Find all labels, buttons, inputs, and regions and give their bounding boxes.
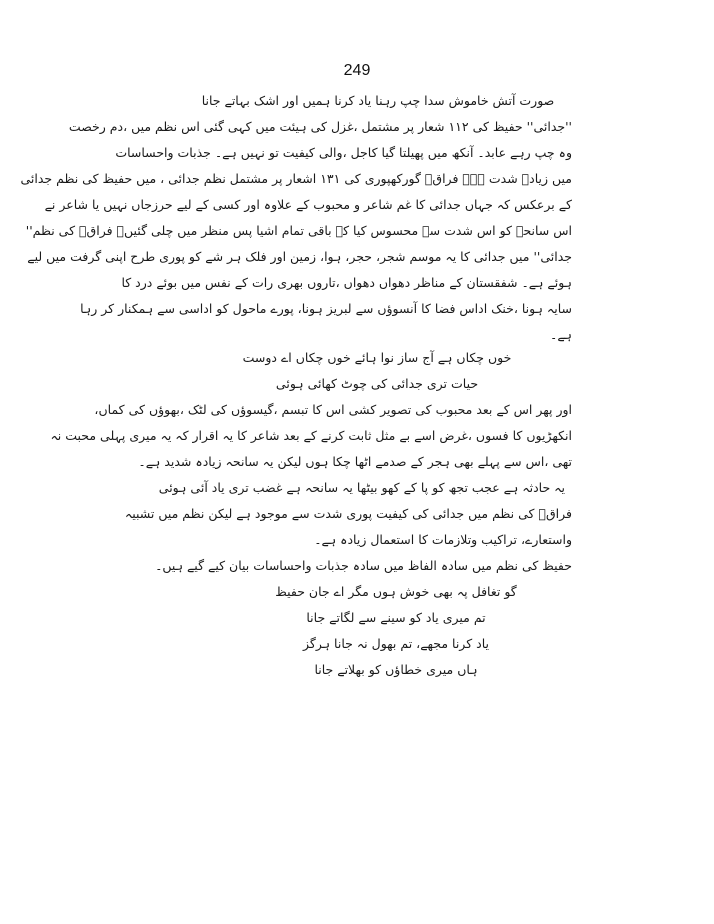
paragraph-line: اس سانحے کو اس شدت سے محسوس کیا کہ باقی تمام اشیا پس منظر میں چلی گئیں۔ فراقؔ کی نظم'' xyxy=(25,223,572,238)
couplet-line: حیات تری جدائی کی چوٹ کھائی ہوئی xyxy=(275,376,479,391)
paragraph-3 xyxy=(124,501,572,553)
paragraph-line: ''جدائی'' حفیظ کی ۱۱۲ شعار پر مشتمل ،غزل کی ہیئت میں کہی گئی اس نظم میں ،دم رخصت xyxy=(68,119,572,134)
couplet-line: خوں چکاں ہے آج ساز نوا ہائے خوں چکاں اے دوست xyxy=(242,350,512,365)
paragraph-line: انکھڑیوں کا فسوں ،غرض اسے بے مثل ثابت کرنے کے بعد شاعر کا یہ اقرار کہ یہ میری پہلی محبت نہ xyxy=(50,428,572,443)
paragraph-line: میں زیادہ شدت ہے۔ فراقؔ گورکھپوری کی ۱۳۱ اشعار پر مشتمل نظم جدائی ، میں حفیظ کی نظم جدائی xyxy=(20,171,572,186)
verse-line: یاد کرنا مجھے، تم بھول نہ جانا ہرگز xyxy=(303,636,489,651)
paragraph-line: سایہ ہونا ،خنک اداس فضا کا آنسوؤں سے لبریز ہونا، پورے ماحول کو اداسی سے ہمکنار کر رہا xyxy=(80,301,572,316)
couplet-2 xyxy=(158,475,565,501)
paragraph-line: حفیظ کی نظم میں سادہ الفاظ میں سادہ جذبات واحساسات بیان کیے گیے ہیں۔ xyxy=(155,558,572,573)
paragraph-line: فراقؔ کی نظم میں جدائی کی کیفیت پوری شدت سے موجود ہے لیکن نظم میں تشبیہ xyxy=(124,506,572,521)
paragraph-line: واستعارے، تراکیب وتلازمات کا استعمال زیادہ ہے۔ xyxy=(314,532,572,547)
paragraph-line: وہ چپ رہے عابد۔ آنکھ میں پھیلتا گیا کاجل ،والی کیفیت تو نہیں ہے۔ جذبات واحساسات xyxy=(115,145,572,160)
opening-verse xyxy=(185,88,571,114)
couplet-line: یہ حادثہ ہے عجب تجھ کو پا کے کھو بیٹھا یہ سانحہ ہے غضب تری یاد آئی ہوئی xyxy=(158,480,565,495)
paragraph-line: کے برعکس کہ جہاں جدائی کا غم شاعر و محبوب کے علاوہ اور کسی کے لیے حرزجاں نہیں یا شاعر نے xyxy=(44,197,572,212)
paragraph-line: ہوئے ہے۔ شفقستان کے مناظر دھواں دھواں ،تاروں بھری رات کے نفس میں بوئے درد کا xyxy=(121,275,572,290)
verse-line: گو تغافل پہ بھی خوش ہوں مگر اے جان حفیظ xyxy=(275,584,517,599)
verse-line: تم میری یاد کو سینے سے لگاتے جانا xyxy=(306,610,486,625)
paragraph-line: تھی ،اس سے پہلے بھی ہجر کے صدمے اٹھا چکا ہوں لیکن یہ سانحہ زیادہ شدید ہے۔ xyxy=(138,454,572,469)
paragraph-line: ہے۔ xyxy=(550,327,572,342)
verse-line: ہاں میری خطاؤں کو بھلاتے جانا xyxy=(314,662,478,677)
paragraph-1 xyxy=(20,114,572,348)
paragraph-2 xyxy=(50,397,572,475)
opening-verse-line: صورت آتش خاموش سدا چپ رہنا یاد کرنا ہمیں اور اشک بہاتے جانا xyxy=(201,93,555,108)
closing-verse xyxy=(265,579,527,683)
page-number: 249 xyxy=(343,62,371,79)
couplet-1 xyxy=(222,345,532,397)
paragraph-line: جدائی'' میں جدائی کا یہ موسم شجر، حجر، ہوا، زمین اور فلک ہر شے کو پوری طرح اپنی گرفت میں لیے xyxy=(27,249,572,264)
paragraph-line: اور پھر اس کے بعد محبوب کی تصویر کشی اس کا تبسم ،گیسوؤں کی لٹک ،بھوؤں کی کماں، xyxy=(94,402,572,417)
paragraph-4 xyxy=(155,553,572,579)
